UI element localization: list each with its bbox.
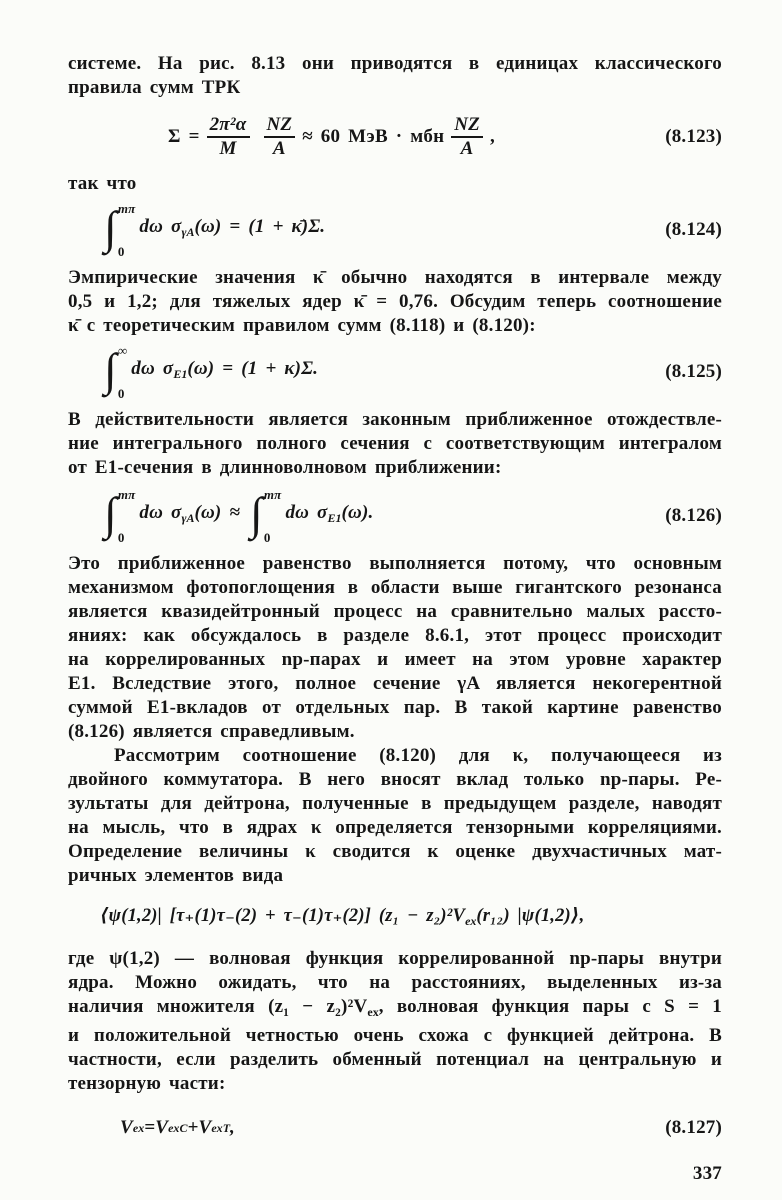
- text-line: Рассмотрим соотношение (8.120) для κ, получающееся из: [114, 744, 722, 766]
- text-line: так что: [68, 172, 137, 194]
- integral-upper-limit: mπ: [263, 486, 282, 502]
- text-line: ние интегрального полного сечения с соответствующим интегралом: [68, 432, 722, 454]
- text-line: Это приближенное равенство выполняется потому, что основным: [68, 552, 722, 574]
- equation-number: (8.123): [665, 125, 722, 147]
- integral-lower-limit: 0: [117, 529, 125, 545]
- eq-mid: ≈ 60 МэВ · мбн: [302, 125, 445, 147]
- paragraph-3: [68, 266, 722, 338]
- eq-lhs: Σ =: [168, 125, 200, 147]
- text-line: 0,5 и 1,2; для тяжелых ядер κ̄ = 0,76. Обсудим теперь соотношение: [68, 290, 722, 312]
- equation-8-126: [104, 488, 722, 544]
- eq-body: dω $\sigma_{E1}(\omega)$.: [285, 502, 374, 526]
- paragraph-5: [68, 552, 722, 744]
- integral-upper-limit: mπ: [117, 486, 136, 502]
- equation-number: (8.127): [665, 1116, 722, 1138]
- eq-tail: ,: [489, 125, 495, 147]
- text-line: ричных элементов вида: [68, 864, 284, 886]
- text-line: от E1-сечения в длинноволновом приближении:: [68, 456, 502, 478]
- paragraph-7: [68, 947, 722, 1096]
- text-line: В действительности является законным приближенное отождествле-: [68, 408, 722, 430]
- text-line: где ψ(1,2) — волновая функция коррелированной np-пары внутри: [68, 947, 722, 969]
- eq-body: V ex = V ex C + V ex T ,: [120, 1116, 235, 1138]
- page-number: 337: [692, 1162, 722, 1184]
- paragraph-2: [68, 172, 722, 196]
- equation-8-123: [168, 114, 722, 160]
- text-line: суммой E1-вкладов от отдельных пар. В такой картине равенство: [68, 696, 722, 718]
- text-line: правила сумм ТРК: [68, 77, 241, 98]
- text-line: зультаты для дейтрона, полученные в предыдущем разделе, наводят: [68, 792, 722, 814]
- text-line: Определение величины κ сводится к оценке двухчастичных мат-: [68, 840, 722, 862]
- text-line: на коррелированных np-парах и имеет на этом уровне характер: [68, 648, 722, 670]
- equation-number: (8.126): [665, 504, 722, 526]
- integral-sign: ∫ ∞ 0: [104, 342, 128, 401]
- text-line: E1. Вследствие этого, полное сечение γA является некогерентной: [68, 672, 722, 694]
- paragraph-4: [68, 408, 722, 480]
- text-line: ядра. Можно ожидать, что на расстояниях, выделенных из-за: [68, 971, 722, 993]
- equation-8-125: [104, 344, 722, 400]
- text-line: механизмом фотопоглощения в области выше гигантского резонанса: [68, 576, 722, 598]
- integral-sign: ∫ mπ 0: [250, 486, 282, 545]
- text-line: системе. На рис. 8.13 они приводятся в единицах классического: [68, 53, 722, 74]
- text-line: Эмпирические значения κ̄ обычно находятся в интервале между: [68, 266, 722, 288]
- text-line: наличия множителя $(z_1 - z_2)^2V_{ex}$, волновая функция пары с S = 1: [68, 995, 723, 1019]
- eq-body: dω $\sigma_{\gamma A}(\omega) = (1$ + κ̄)Σ.: [139, 216, 326, 240]
- equation-8-127: [120, 1116, 722, 1140]
- text-line: частности, если разделить обменный потенциал на центральную и: [68, 1048, 722, 1070]
- text-line: является квазидейтронный процесс на сравнительно малых рассто-: [68, 600, 722, 622]
- text-line: двойного коммутатора. В него вносят вклад только np-пары. Ре-: [68, 768, 722, 790]
- text-line: на мысль, что в ядрах κ определяется тензорными корреляциями.: [68, 816, 722, 838]
- fraction: $\frac{\text{2π²α}}{M}$: [207, 114, 250, 160]
- integral-upper-limit: mπ: [117, 200, 136, 216]
- integral-sign: ∫ mπ 0: [104, 486, 136, 545]
- paragraph-6: [68, 744, 722, 888]
- integral-upper-limit: ∞: [117, 342, 128, 358]
- integral-lower-limit: 0: [117, 243, 125, 259]
- paragraph-1: [68, 52, 722, 100]
- text-line: (8.126) является справедливым.: [68, 720, 355, 742]
- eq-body: dω $\sigma_{\gamma A}(\omega)$ ≈: [139, 502, 241, 526]
- text-line: и положительной четностью очень схожа с функцией дейтрона. В: [68, 1024, 722, 1046]
- equation-number: (8.125): [665, 360, 722, 382]
- matrix-element-expression: ⟨ψ(1,2)| [τ₊(1)τ₋(2) + τ₋(1)τ₊(2)] $(z_1 - z_2)^2V_{ex}(r_{12})$ |ψ(1,2)⟩,: [100, 905, 585, 928]
- text-line: тензорную части:: [68, 1072, 226, 1094]
- integral-lower-limit: 0: [117, 385, 125, 401]
- text-line: яниях: как обсуждалось в разделе 8.6.1, этот процесс происходит: [68, 624, 722, 646]
- equation-8-124: [104, 202, 722, 258]
- integral-sign: ∫ mπ 0: [104, 200, 136, 259]
- fraction: $\frac{NZ}{A}$: [451, 114, 483, 160]
- integral-lower-limit: 0: [263, 529, 271, 545]
- text-line: κ̄ с теоретическим правилом сумм (8.118) и (8.120):: [68, 314, 536, 336]
- fraction: $\frac{NZ}{A}$: [264, 114, 296, 160]
- eq-body: dω $\sigma_{E1}(\omega) = (1 + \kappa)\Sigma$.: [131, 358, 319, 382]
- equation-number: (8.124): [665, 218, 722, 240]
